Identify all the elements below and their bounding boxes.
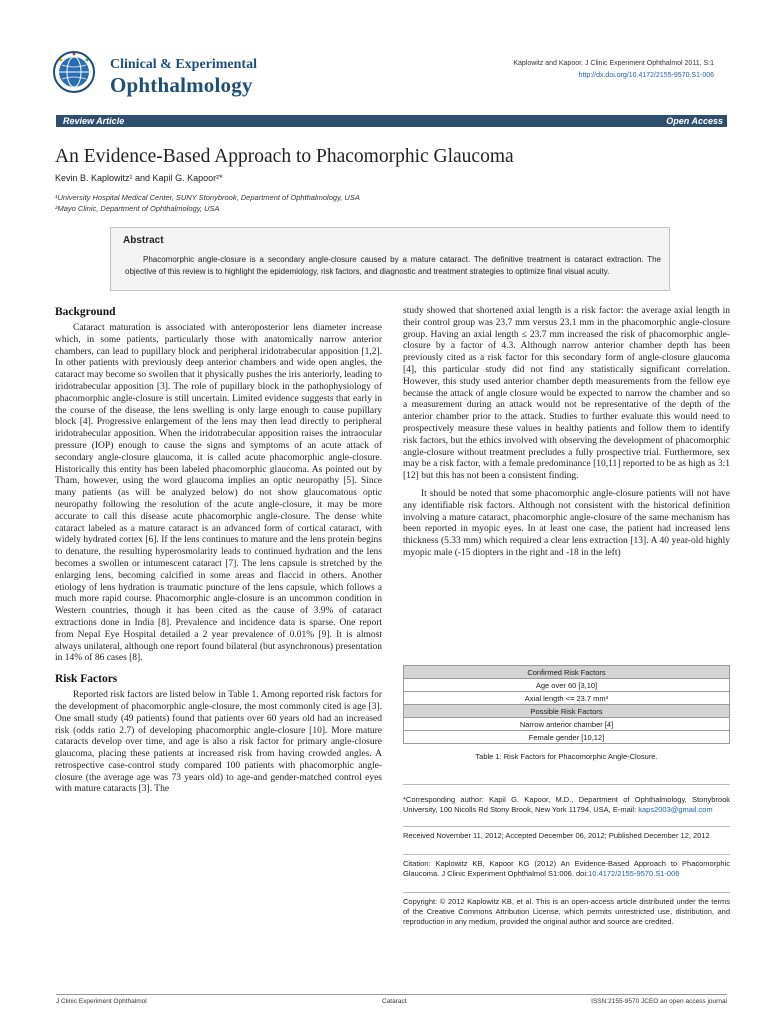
article-authors: Kevin B. Kaplowitz¹ and Kapil G. Kapoor²* [55, 173, 223, 183]
footer-divider [56, 994, 727, 995]
header-citation: Kaplowitz and Kapoor, J Clinic Experiment Ophthalmol 2011, S:1 [513, 60, 714, 67]
divider [403, 854, 730, 855]
table-cell: Possible Risk Factors [404, 705, 730, 718]
abstract-box [110, 227, 670, 291]
article-type-banner [56, 115, 727, 127]
table-row [404, 679, 730, 692]
section-heading-risk-factors: Risk Factors [55, 673, 118, 686]
abstract-heading: Abstract [123, 235, 164, 246]
risk-factors-table [403, 665, 730, 744]
header-doi-link[interactable]: http://dx.doi.org/10.4172/2155-9570.S1-006 [578, 72, 714, 79]
footer-issn: ISSN:2155-9570 JCEO an open access journal [591, 998, 727, 1005]
table-cell: Axial length <= 23.7 mm³ [404, 692, 730, 705]
table-row [404, 731, 730, 744]
open-access-label: Open Access [666, 116, 723, 126]
body-paragraph: study showed that shortened axial length is a risk factor: the average axial length in their control group was 23.7 mm versus 23.1 mm in the phacomorphic angle-closure group. Having an axial length ≤ 23.7 mm increased the risk of phacomorphic angle-closure by a factor of 4.3. Although narrow anterior chamber depth has been previously cited as a risk factor for this secondary form of angle-closure glaucoma [4], this particular study did not find any statistically significant correlation. However, this study used anterior chamber depth measurements from the fellow eye because the attack of angle closure would be expected to narrow the chamber and so a measurement during an attack would not be representative of the depth of the anterior chamber prior to the attack. Studies to further evaluate this would need to prospectively measure these values in healthy patients and follow them to identify risk factors, but the ethics involved with observing the development of phacomorphic angle-closure without treatment precludes a fully prospective trial. Furthermore, sex may be a risk factor, with a female predominance [10,11] reported to be as high as 3:1 [12] but this has not been a consistent finding. [403, 306, 730, 482]
background-paragraph: Cataract maturation is associated with anteroposterior lens diameter increase which, in some patients, particularly those with anatomically narrow anterior chambers, can lead to pupillary block and peripheral iridotrabecular apposition [1,2]. In other patients with previously deep anterior chambers and wide open angles, the cataract may become so swollen that it physically pushes the iris anteriorly, leading to iridotrabecular apposition [3]. The role of pupillary block in the pathophysiology of phacomorphic angle-closure is still uncertain. Limited evidence suggests that early in the course of the disease, the lens swelling is only large enough to cause pupillary block [4]. Progressive enlargement of the lens may then lead directly to peripheral iridotrabecular apposition. When the iridotrabecular apposition raises the intraocular pressure (IOP) enough to cause the signs and symptoms of an acute attack of secondary angle-closure glaucoma, it is called acute phacomorphic angle-closure. Historically this entity has been labeled phacomorphic glaucoma. As pointed out by Tham, however, using the word glaucoma implies an optic neuropathy [5]. Since many patients (as will be analyzed below) do not show glaucomatous optic neuropathy following the resolution of the acute angle-closure, it may be more accurate to call this disease acute phacomorphic angle-closure. The dense white cataract labeled as a mature cataract is an advanced form of cortical cataract, with widely hydrated cortex [6]. If the lens continues to mature and the lens protein begins to denature, the resulting hyperosmolarity leads to continued hydration and the lens becomes a swollen or intumescent cataract [7]. The lens capsule is stretched by the enlarging lens, becoming calcified in some areas and flaccid in others. Another etiology of lens hydration is traumatic puncture of the lens capsule, which follows a much more rapid course. Phacomorphic angle-closure is an uncommon condition in Western countries, though it has been cited as the cause of 3.9% of cataract extractions done in India [8]. Prevalence and incidence data is sparse. One report from Nepal Eye Hospital detailed a 2 year prevalence of 0.01% [9]. It is almost always unilateral, although one report found bilateral (but asynchronous) presentation in 14% of 86 cases [8]. [55, 323, 382, 664]
table-cell: Confirmed Risk Factors [404, 666, 730, 679]
citation-text [403, 859, 730, 879]
citation-body: Citation: Kaplowitz KB, Kapoor KG (2012) An Evidence-Based Approach to Phacomorphic Glaucoma. J Clinic Experiment Ophthalmol S1:006. doi: [403, 859, 730, 879]
copyright-notice: Copyright: © 2012 Kaplowitz KB, et al. This is an open-access article distributed under the terms of the Creative Commons Attribution License, which permits unrestricted use, distribution, and reproduction in any medium, provided the original author and source are credited. [403, 897, 730, 927]
divider [403, 784, 730, 785]
table-header-row [404, 666, 730, 679]
corresponding-author [403, 795, 730, 815]
section-heading-background: Background [55, 306, 116, 318]
received-dates: Received November 11, 2012; Accepted December 06, 2012; Published December 12, 2012 [403, 831, 710, 840]
table-cell: Age over 60 [3,10] [404, 679, 730, 692]
table-header-row [404, 705, 730, 718]
divider [403, 826, 730, 827]
citation-doi-link[interactable]: 10.4172/2155-9570.S1-006 [588, 869, 680, 879]
journal-name-line2: Ophthalmology [110, 73, 253, 97]
footer-section: Cataract [382, 998, 407, 1005]
abstract-text: Phacomorphic angle-closure is a secondary angle-closure caused by a mature cataract. The definitive treatment is cataract extraction. The objective of this review is to highlight the epidemiology, risk factors, and diagnostic and treatment strategies to optimize final visual acuity. [125, 255, 661, 276]
footer-journal: J Clinic Experiment Ophthalmol [56, 998, 147, 1005]
table-row [404, 692, 730, 705]
author-email-link[interactable]: kaps2003@gmail.com [638, 805, 713, 815]
article-type-label: Review Article [63, 116, 125, 126]
author-affiliation: ²Mayo Clinic, Department of Ophthalmology, USA [55, 204, 220, 213]
article-title: An Evidence-Based Approach to Phacomorphic Glaucoma [55, 146, 514, 167]
table-caption: Table 1: Risk Factors for Phacomorphic Angle-Closure. [475, 752, 658, 761]
table-cell: Female gender [10,12] [404, 731, 730, 744]
corresponding-author-text: *Corresponding author: Kapil G. Kapoor, M.D., Department of Ophthalmology, Stonybrook University, 100 Nicolls Rd Stony Brook, New York 11794, USA, E-mail: [403, 795, 730, 815]
risk-factors-paragraph: Reported risk factors are listed below in Table 1. Among reported risk factors for the development of phacomorphic angle-closure, the most commonly cited is age [3]. One small study (49 patients) found that patients over 60 years old had an increased risk (odds ratio 2.7) of developing phacomorphic angle-closure [10]. More mature cataracts develop over time, and age is also a risk factor for primary angle-closure glaucoma, placing these patients at increased risk from having crowded angles. A retrospective case-control study compared 100 patients with phacomorphic angle-closure (the average age was 73 years old) to age-and gender-matched control eyes with mature cataracts [3]. The [55, 690, 382, 795]
divider [403, 892, 730, 893]
body-paragraph: It should be noted that some phacomorphic angle-closure patients will not have any identifiable risk factors. Although not consistent with the historical definition involving a mature cataract, phacomorphic angle-closure of the same mechanism has been reported in myopic eyes. In at least one case, the patient had increased lens thickness (5.33 mm) which required a clear lens extraction [13]. A 40 year-old highly myopic male (-15 diopters in the right and -18 in the left) [403, 488, 730, 558]
left-column [55, 306, 382, 796]
table-cell: Narrow anterior chamber [4] [404, 718, 730, 731]
right-column [403, 306, 730, 560]
journal-logo-icon [52, 50, 96, 94]
author-affiliation: ¹University Hospital Medical Center, SUNY Stonybrook, Department of Ophthalmology, USA [55, 193, 360, 202]
journal-name-line1: Clinical & Experimental [110, 57, 257, 72]
header-citation-block [513, 58, 714, 82]
table-row [404, 718, 730, 731]
